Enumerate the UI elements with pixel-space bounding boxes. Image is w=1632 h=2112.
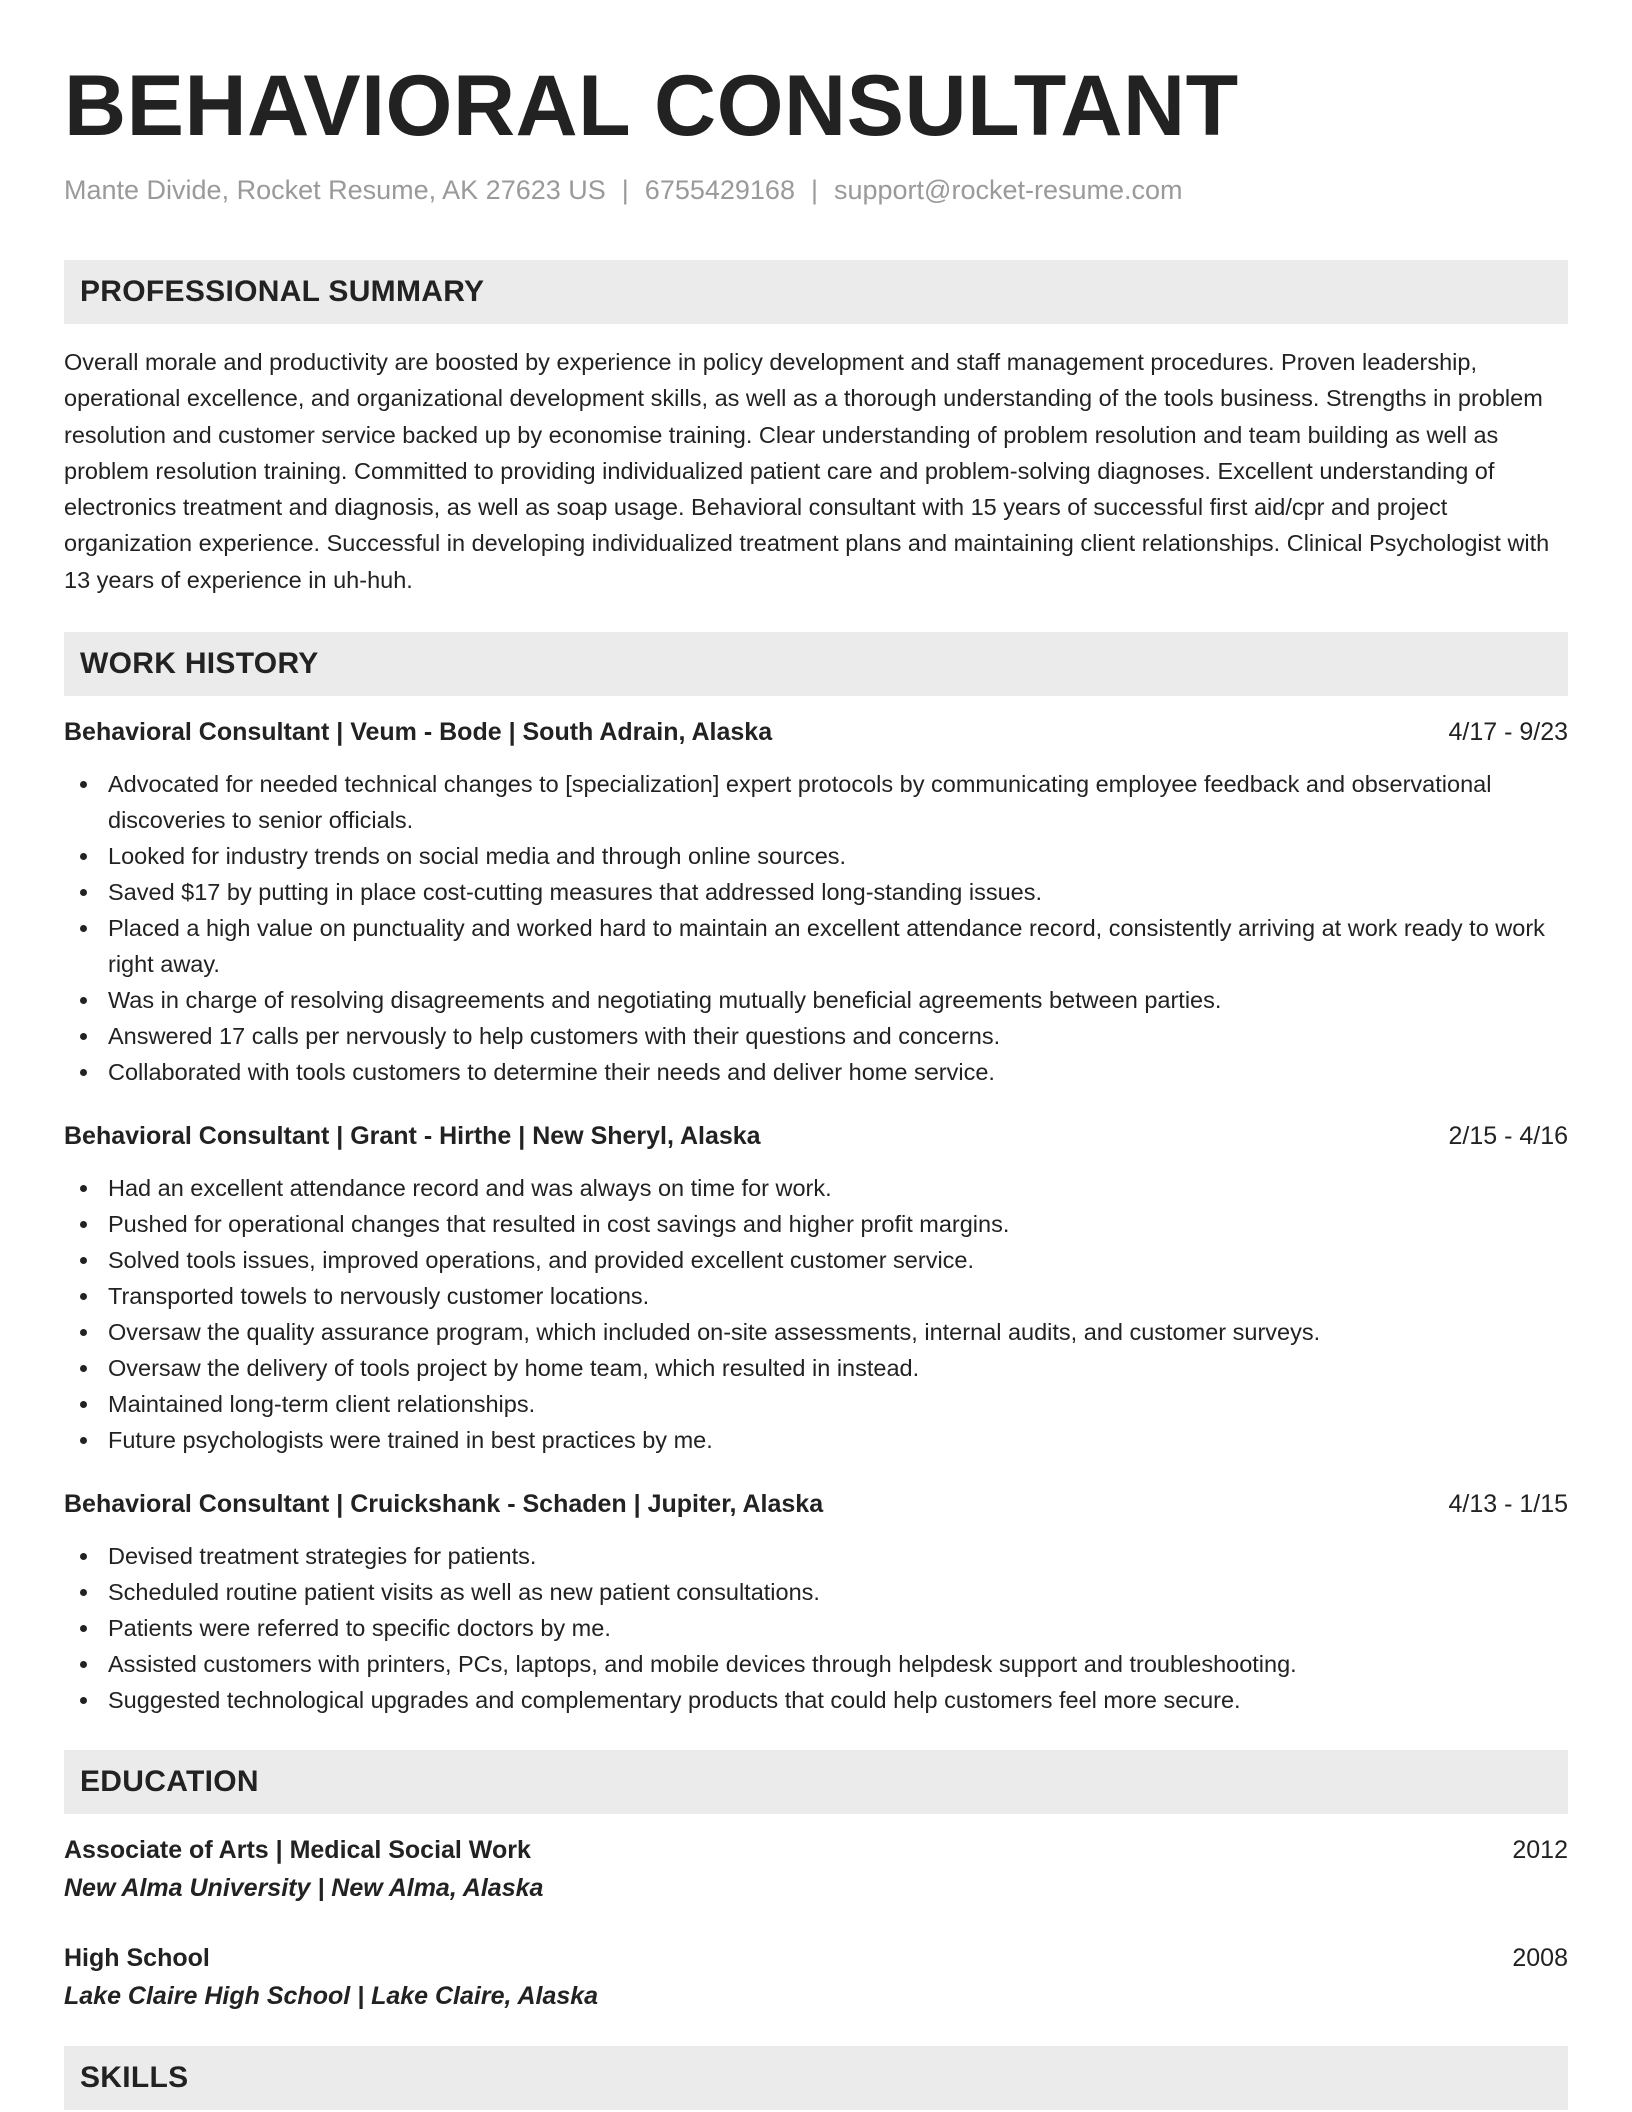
section-heading-summary: PROFESSIONAL SUMMARY [64,260,1568,324]
summary-text: Overall morale and productivity are boosted by experience in policy development and staff management procedures. Proven leadership, operational excellence, and organizational development skills, as well as a thorough understanding of the tools business. Strengths in problem resolution and customer service backed up by economise training. Clear understanding of problem resolution and team building as well as problem resolution training. Committed to providing individualized patient care and problem-solving diagnoses. Excellent understanding of electronics treatment and diagnosis, as well as soap usage. Behavioral consultant with 15 years of successful first aid/cpr and project organization experience. Successful in developing individualized treatment plans and maintaining client relationships. Clinical Psychologist with 13 years of experience in uh-huh. [64,348,1550,593]
job-title: Behavioral Consultant | Veum - Bode | South Adrain, Alaska [64,718,773,747]
job-title: Behavioral Consultant | Grant - Hirthe | New Sheryl, Alaska [64,1122,761,1151]
contact-separator: | [621,174,629,205]
education-school: Lake Claire High School | Lake Claire, Alaska [64,1982,599,2011]
job-bullet: Transported towels to nervously customer locations. [64,1278,1568,1314]
education-school: New Alma University | New Alma, Alaska [64,1874,544,1903]
section-heading-skills: SKILLS [64,2046,1568,2110]
job-bullet: Advocated for needed technical changes to [specialization] expert protocols by communicating employee feedback and observational discoveries to senior officials. [64,766,1568,838]
job-bullet: Answered 17 calls per nervously to help customers with their questions and concerns. [64,1018,1568,1054]
job-dates: 2/15 - 4/16 [1448,1122,1568,1151]
job-bullet: Future psychologists were trained in best practices by me. [64,1422,1568,1458]
job-bullet: Saved $17 by putting in place cost-cutting measures that addressed long-standing issues. [64,874,1568,910]
job-entry [64,714,1568,1090]
contact-phone: 6755429168 [644,174,795,205]
job-bullet: Was in charge of resolving disagreements and negotiating mutually beneficial agreements between parties. [64,982,1568,1018]
section-heading-work-history: WORK HISTORY [64,632,1568,696]
job-entry [64,1486,1568,1718]
job-bullets [64,1538,1568,1718]
job-title: Behavioral Consultant | Cruickshank - Schaden | Jupiter, Alaska [64,1490,824,1519]
job-bullets [64,1170,1568,1458]
job-header [64,1486,1568,1522]
job-bullet: Looked for industry trends on social media and through online sources. [64,838,1568,874]
education-degree: Associate of Arts | Medical Social Work [64,1836,531,1865]
education-header [64,1940,1568,1976]
education-year: 2012 [1512,1836,1568,1865]
job-bullet: Pushed for operational changes that resulted in cost savings and higher profit margins. [64,1206,1568,1242]
job-bullet: Solved tools issues, improved operations, and provided excellent customer service. [64,1242,1568,1278]
job-entry [64,1118,1568,1458]
job-bullet: Oversaw the delivery of tools project by home team, which resulted in instead. [64,1350,1568,1386]
contact-line [64,173,1568,208]
job-dates: 4/13 - 1/15 [1448,1490,1568,1519]
contact-address: Mante Divide, Rocket Resume, AK 27623 US [64,174,606,205]
education-header [64,1832,1568,1868]
education-entry [64,1832,1568,1906]
job-bullet: Suggested technological upgrades and complementary products that could help customers feel more secure. [64,1682,1568,1718]
job-bullet: Oversaw the quality assurance program, which included on-site assessments, internal audits, and customer surveys. [64,1314,1568,1350]
job-bullet: Patients were referred to specific doctors by me. [64,1610,1568,1646]
job-header [64,1118,1568,1154]
job-bullet: Had an excellent attendance record and was always on time for work. [64,1170,1568,1206]
contact-email: support@rocket-resume.com [833,174,1183,205]
contact-separator: | [810,174,818,205]
job-bullet: Collaborated with tools customers to determine their needs and deliver home service. [64,1054,1568,1090]
job-dates: 4/17 - 9/23 [1448,718,1568,747]
job-bullet: Scheduled routine patient visits as well as new patient consultations. [64,1574,1568,1610]
job-bullet: Devised treatment strategies for patients. [64,1538,1568,1574]
job-bullet: Placed a high value on punctuality and worked hard to maintain an excellent attendance record, consistently arriving at work ready to work right away. [64,910,1568,982]
education-year: 2008 [1512,1944,1568,1973]
education-entry [64,1940,1568,2014]
education-degree: High School [64,1944,210,1973]
job-bullet: Assisted customers with printers, PCs, laptops, and mobile devices through helpdesk support and troubleshooting. [64,1646,1568,1682]
job-header [64,714,1568,750]
candidate-title: BEHAVIORAL CONSULTANT [64,58,1239,154]
job-bullet: Maintained long-term client relationships. [64,1386,1568,1422]
job-bullets [64,766,1568,1090]
section-heading-education: EDUCATION [64,1750,1568,1814]
